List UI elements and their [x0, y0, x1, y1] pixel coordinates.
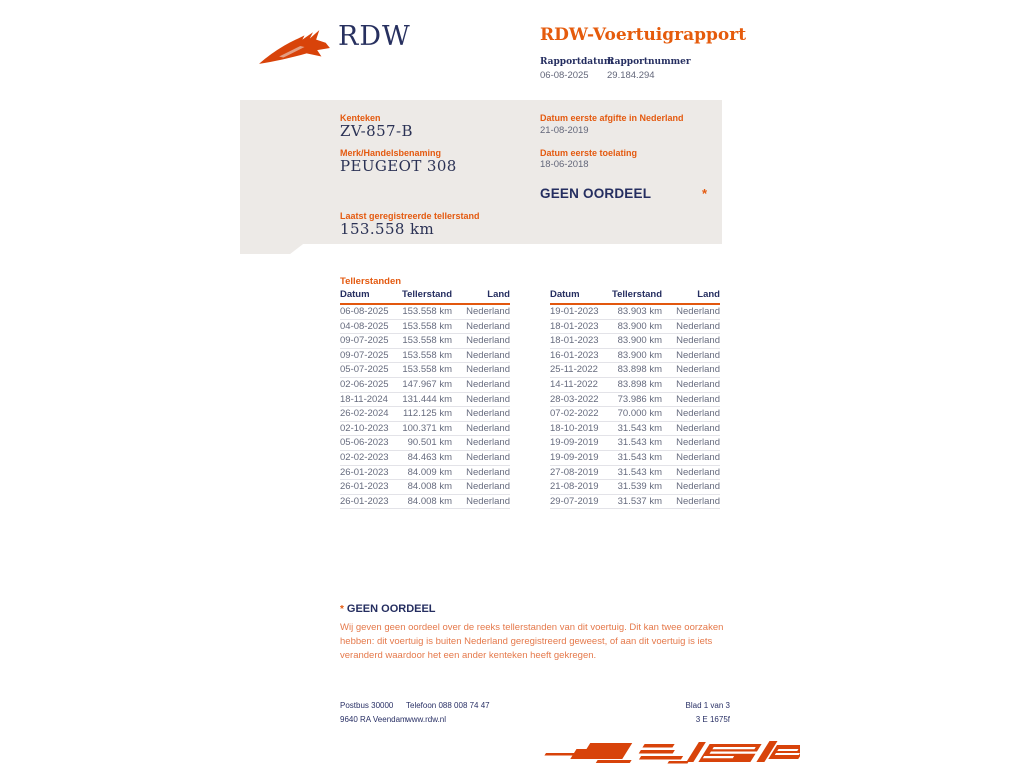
country-cell: Nederland	[452, 319, 510, 334]
table-row	[340, 436, 510, 451]
date-cell: 26-01-2023	[340, 494, 402, 509]
table-row	[340, 407, 510, 422]
table-row	[550, 450, 720, 465]
country-cell: Nederland	[452, 392, 510, 407]
country-cell: Nederland	[662, 436, 720, 451]
decorative-stripes-graphic	[538, 737, 800, 768]
footnote-text: Wij geven geen oordeel over de reeks tellerstanden van dit voertuig. Dit kan twee oorzaken hebben: dit voertuig is buiten Nederland geregistreerd geweest, of aan dit voertuig is iets veranderd waardoor het een ander kenteken heeft gekregen.	[340, 622, 724, 661]
table-row	[550, 436, 720, 451]
table-row	[340, 377, 510, 392]
table-row	[550, 348, 720, 363]
odometer-cell: 153.558 km	[402, 304, 452, 319]
country-cell: Nederland	[662, 304, 720, 319]
afgifte-label: Datum eerste afgifte in Nederland	[540, 113, 684, 123]
merk-label: Merk/Handelsbenaming	[340, 148, 442, 158]
odometer-cell: 83.898 km	[612, 377, 662, 392]
odometer-cell: 153.558 km	[402, 334, 452, 349]
verdict-text: GEEN OORDEEL	[540, 186, 652, 201]
odometer-cell: 83.900 km	[612, 348, 662, 363]
date-cell: 28-03-2022	[550, 392, 612, 407]
date-cell: 18-10-2019	[550, 421, 612, 436]
odometer-cell: 153.558 km	[402, 319, 452, 334]
country-cell: Nederland	[452, 348, 510, 363]
footnote-title	[340, 603, 732, 615]
odometer-cell: 84.463 km	[402, 450, 452, 465]
table-row	[340, 480, 510, 495]
odometer-cell: 31.543 km	[612, 465, 662, 480]
afgifte-value: 21-08-2019	[540, 125, 589, 136]
country-cell: Nederland	[662, 421, 720, 436]
merk-value: PEUGEOT 308	[340, 157, 457, 175]
tellerstanden-section-title: Tellerstanden	[340, 276, 402, 287]
odometer-cell: 83.900 km	[612, 319, 662, 334]
footer-website: www.rdw.nl	[406, 715, 447, 724]
kenteken-label: Kenteken	[340, 113, 381, 123]
country-cell: Nederland	[452, 304, 510, 319]
odometer-cell: 31.543 km	[612, 436, 662, 451]
rdw-feather-logo-icon	[258, 27, 332, 67]
col-header-tellerstand: Tellerstand	[612, 289, 662, 304]
odometer-cell: 84.008 km	[402, 480, 452, 495]
country-cell: Nederland	[662, 348, 720, 363]
report-date-label: Rapportdatum	[540, 57, 614, 67]
date-cell: 09-07-2025	[340, 348, 402, 363]
table-row	[550, 363, 720, 378]
table-row	[340, 421, 510, 436]
table-header-row	[340, 289, 510, 304]
date-cell: 02-10-2023	[340, 421, 402, 436]
date-cell: 04-08-2025	[340, 319, 402, 334]
date-cell: 09-07-2025	[340, 334, 402, 349]
footer-city: 9640 RA Veendam	[340, 715, 407, 724]
country-cell: Nederland	[452, 363, 510, 378]
table-header-row	[550, 289, 720, 304]
date-cell: 21-08-2019	[550, 480, 612, 495]
odometer-cell: 153.558 km	[402, 363, 452, 378]
date-cell: 02-06-2025	[340, 377, 402, 392]
report-number-value: 29.184.294	[607, 70, 655, 81]
tellerstand-value: 153.558 km	[340, 220, 435, 238]
odometer-cell: 147.967 km	[402, 377, 452, 392]
table-row	[340, 450, 510, 465]
footnote-asterisk: *	[340, 604, 344, 615]
country-cell: Nederland	[662, 363, 720, 378]
date-cell: 27-08-2019	[550, 465, 612, 480]
country-cell: Nederland	[662, 377, 720, 392]
date-cell: 18-01-2023	[550, 319, 612, 334]
odometer-cell: 73.986 km	[612, 392, 662, 407]
rdw-wordmark: RDW	[338, 21, 411, 52]
date-cell: 19-09-2019	[550, 450, 612, 465]
date-cell: 26-01-2023	[340, 480, 402, 495]
table-row	[340, 494, 510, 509]
table-row	[550, 407, 720, 422]
col-header-datum: Datum	[550, 289, 612, 304]
odometer-cell: 84.009 km	[402, 465, 452, 480]
table-row	[550, 465, 720, 480]
country-cell: Nederland	[452, 436, 510, 451]
col-header-land: Land	[452, 289, 510, 304]
date-cell: 06-08-2025	[340, 304, 402, 319]
odometer-cell: 31.543 km	[612, 421, 662, 436]
country-cell: Nederland	[662, 494, 720, 509]
table-row	[340, 465, 510, 480]
report-date-value: 06-08-2025	[540, 70, 589, 81]
odometer-table-right	[550, 289, 720, 509]
odometer-cell: 31.543 km	[612, 450, 662, 465]
odometer-table-left	[340, 289, 510, 509]
date-cell: 02-02-2023	[340, 450, 402, 465]
toelating-value: 18-06-2018	[540, 159, 589, 170]
table-row	[340, 348, 510, 363]
date-cell: 19-01-2023	[550, 304, 612, 319]
country-cell: Nederland	[662, 334, 720, 349]
tellerstand-label: Laatst geregistreerde tellerstand	[340, 211, 480, 221]
country-cell: Nederland	[452, 377, 510, 392]
country-cell: Nederland	[452, 494, 510, 509]
col-header-datum: Datum	[340, 289, 402, 304]
document-title: RDW-Voertuigrapport	[540, 25, 747, 45]
date-cell: 29-07-2019	[550, 494, 612, 509]
table-row	[550, 319, 720, 334]
odometer-cell: 83.898 km	[612, 363, 662, 378]
footnote-title-text: GEEN OORDEEL	[346, 603, 436, 615]
table-row	[550, 421, 720, 436]
country-cell: Nederland	[452, 421, 510, 436]
table-row	[550, 377, 720, 392]
footnote-block	[340, 603, 732, 663]
table-row	[550, 334, 720, 349]
country-cell: Nederland	[452, 334, 510, 349]
report-number-label: Rapportnummer	[607, 57, 691, 67]
table-row	[340, 304, 510, 319]
kenteken-value: ZV-857-B	[340, 122, 413, 140]
odometer-cell: 90.501 km	[402, 436, 452, 451]
date-cell: 18-11-2024	[340, 392, 402, 407]
odometer-cell: 131.444 km	[402, 392, 452, 407]
table-row	[340, 334, 510, 349]
table-row	[340, 363, 510, 378]
date-cell: 05-06-2023	[340, 436, 402, 451]
footer-page-number: Blad 1 van 3	[685, 701, 730, 710]
country-cell: Nederland	[662, 319, 720, 334]
date-cell: 07-02-2022	[550, 407, 612, 422]
odometer-cell: 112.125 km	[402, 407, 452, 422]
toelating-label: Datum eerste toelating	[540, 148, 638, 158]
table-row	[340, 392, 510, 407]
country-cell: Nederland	[662, 480, 720, 495]
date-cell: 19-09-2019	[550, 436, 612, 451]
odometer-cell: 153.558 km	[402, 348, 452, 363]
date-cell: 16-01-2023	[550, 348, 612, 363]
col-header-tellerstand: Tellerstand	[402, 289, 452, 304]
table-row	[340, 319, 510, 334]
table-row	[550, 494, 720, 509]
odometer-cell: 83.900 km	[612, 334, 662, 349]
date-cell: 26-02-2024	[340, 407, 402, 422]
col-header-land: Land	[662, 289, 720, 304]
date-cell: 05-07-2025	[340, 363, 402, 378]
country-cell: Nederland	[662, 407, 720, 422]
table-row	[550, 392, 720, 407]
country-cell: Nederland	[662, 465, 720, 480]
footer-phone: Telefoon 088 008 74 47	[406, 701, 490, 710]
country-cell: Nederland	[452, 480, 510, 495]
odometer-cell: 83.903 km	[612, 304, 662, 319]
date-cell: 18-01-2023	[550, 334, 612, 349]
date-cell: 25-11-2022	[550, 363, 612, 378]
date-cell: 14-11-2022	[550, 377, 612, 392]
country-cell: Nederland	[662, 392, 720, 407]
odometer-cell: 84.008 km	[402, 494, 452, 509]
footer-form-code: 3 E 1675f	[695, 715, 730, 724]
verdict-asterisk: *	[702, 186, 708, 201]
odometer-cell: 100.371 km	[402, 421, 452, 436]
country-cell: Nederland	[452, 407, 510, 422]
odometer-cell: 31.539 km	[612, 480, 662, 495]
odometer-cell: 31.537 km	[612, 494, 662, 509]
country-cell: Nederland	[452, 450, 510, 465]
table-row	[550, 480, 720, 495]
date-cell: 26-01-2023	[340, 465, 402, 480]
country-cell: Nederland	[452, 465, 510, 480]
footer-postbus: Postbus 30000	[340, 701, 394, 710]
vehicle-info-box	[240, 100, 722, 254]
table-row	[550, 304, 720, 319]
odometer-cell: 70.000 km	[612, 407, 662, 422]
country-cell: Nederland	[662, 450, 720, 465]
